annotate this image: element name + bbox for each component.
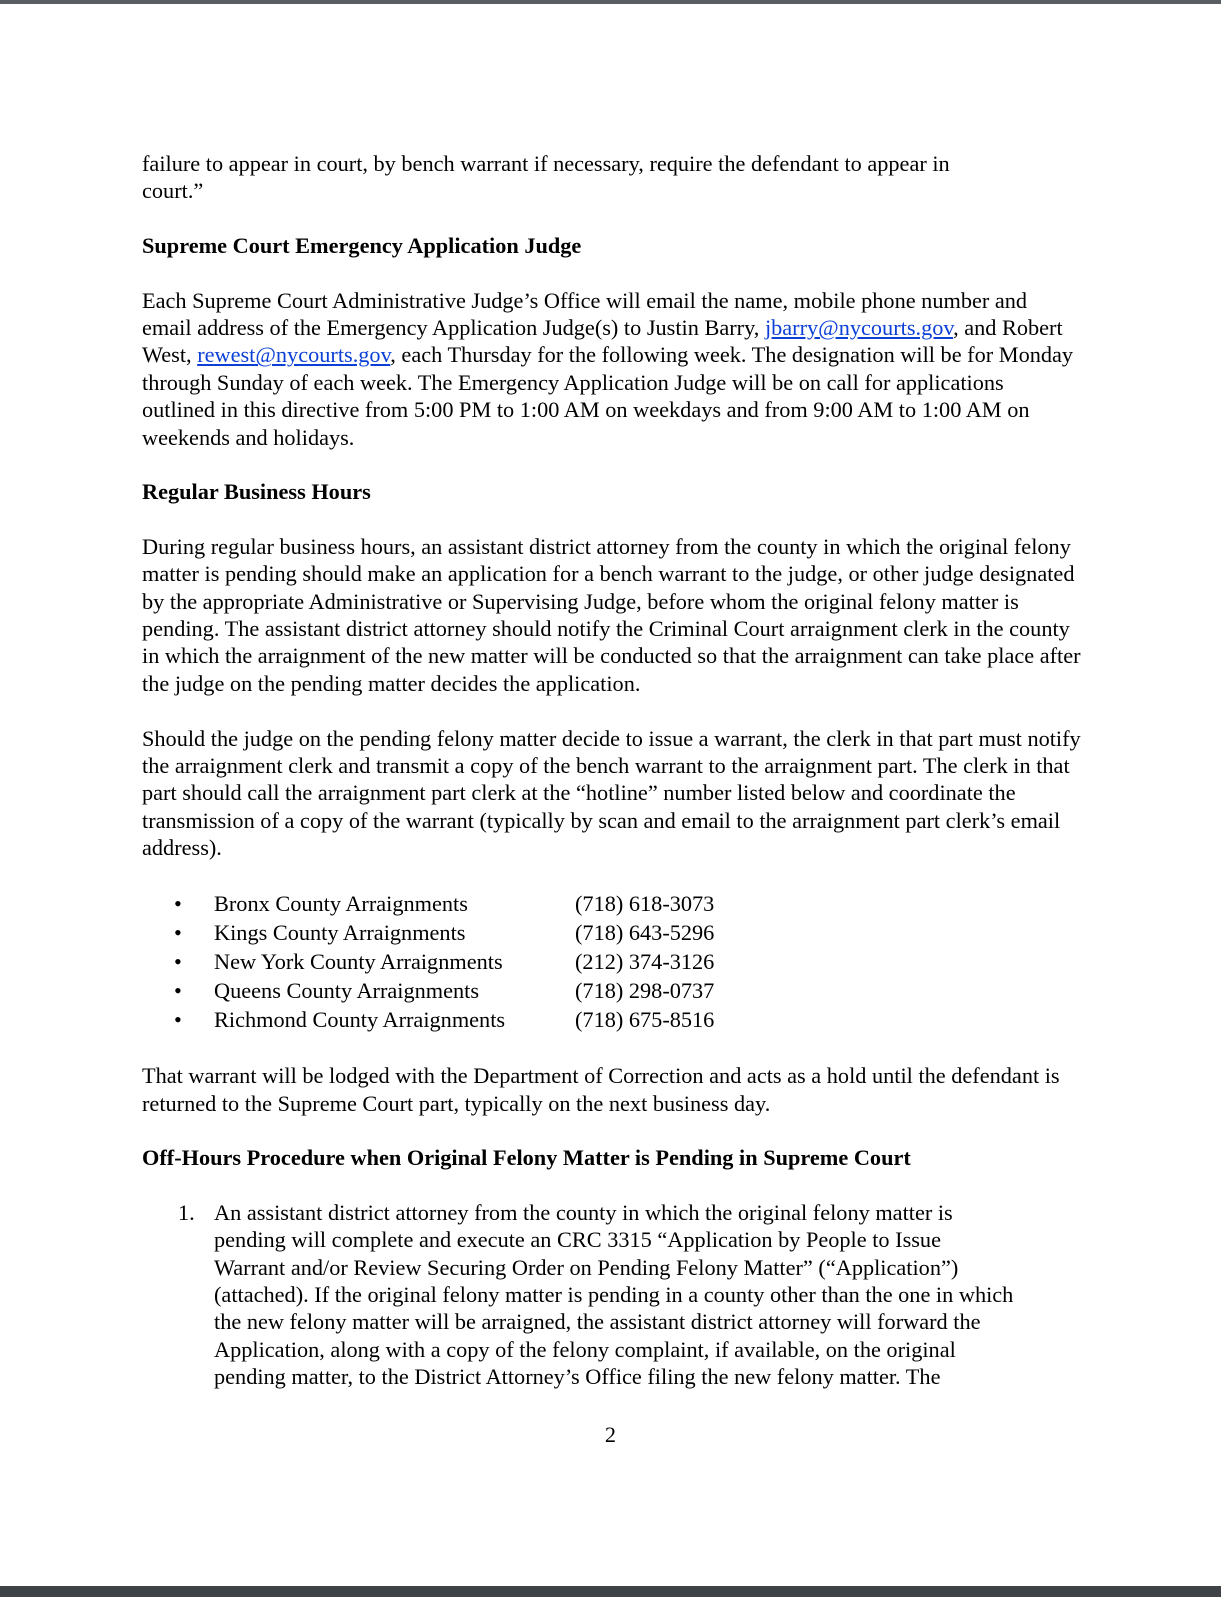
- hotline-item: [142, 947, 1082, 976]
- emergency-text-3: , each Thursday for the following week. The designation will be for Monday through Sunday of each week. The Emergency Application Judge will be on call for applications outlined in this directive from 5:00 PM to 1:00 AM on weekdays and from 9:00 AM to 1:00 AM on weekends and holidays.: [142, 342, 1074, 450]
- step-line: the new felony matter will be arraigned, the assistant district attorney will forward the: [214, 1309, 981, 1335]
- hotline-county: Richmond County Arraignments: [214, 1007, 506, 1033]
- bullet-icon: •: [174, 1007, 182, 1033]
- page-content: [142, 150, 1082, 1391]
- hotline-phone: (718) 675-8516: [575, 1007, 715, 1033]
- off-hours-steps: [142, 1199, 1082, 1391]
- step-item: [142, 1199, 1082, 1391]
- hotline-phone: (212) 374-3126: [575, 949, 715, 975]
- hotline-item: [142, 918, 1082, 947]
- email-link-jbarry[interactable]: jbarry@nycourts.gov: [764, 315, 954, 341]
- bullet-icon: •: [174, 891, 182, 917]
- opening-fragment: [142, 150, 1082, 205]
- hotline-county: Kings County Arraignments: [214, 920, 466, 946]
- hotline-item: [142, 976, 1082, 1005]
- document-page: [0, 4, 1221, 1586]
- email-link-rewest[interactable]: rewest@nycourts.gov: [197, 342, 391, 368]
- heading-emergency-application-judge: Supreme Court Emergency Application Judge: [142, 233, 582, 259]
- hotline-county: New York County Arraignments: [214, 949, 503, 975]
- hotline-list: [142, 889, 1082, 1034]
- step-line: Application, along with a copy of the felony complaint, if available, on the original: [214, 1336, 956, 1362]
- hotline-county: Queens County Arraignments: [214, 978, 480, 1004]
- viewer-bottom-bar: [0, 1586, 1221, 1597]
- step-line: pending will complete and execute an CRC 3315 “Application by People to Issue: [214, 1227, 941, 1253]
- step-number: 1.: [178, 1199, 195, 1225]
- bullet-icon: •: [174, 949, 182, 975]
- opening-line-1: failure to appear in court, by bench warrant if necessary, require the defendant to appear in: [142, 151, 950, 176]
- emergency-text-1: Each Supreme Court Administrative Judge’s Office will email the name, mobile phone number and email address of the Emergency Application Judge(s) to Justin Barry,: [142, 287, 1028, 341]
- heading-regular-business-hours: Regular Business Hours: [142, 479, 371, 505]
- step-line: Warrant and/or Review Securing Order on Pending Felony Matter” (“Application”): [214, 1254, 959, 1280]
- step-line: (attached). If the original felony matter is pending in a county other than the one in which: [214, 1281, 1014, 1307]
- bullet-icon: •: [174, 920, 182, 946]
- hotline-phone: (718) 298-0737: [575, 978, 715, 1004]
- step-line: pending matter, to the District Attorney’s Office filing the new felony matter. The: [214, 1364, 941, 1390]
- regular-hours-paragraph-2: Should the judge on the pending felony matter decide to issue a warrant, the clerk in that part must notify the arraignment clerk and transmit a copy of the bench warrant to the arraignment part. The clerk in that part should call the arraignment part clerk at the “hotline” number listed below and coordinate the transmission of a copy of the warrant (typically by scan and email to the arraignment part clerk’s email address).: [142, 725, 1081, 861]
- page-number: 2: [604, 1422, 617, 1447]
- regular-hours-paragraph-1: During regular business hours, an assistant district attorney from the county in which the original felony matter is pending should make an application for a bench warrant to the judge, or other judge designated by the appropriate Administrative or Supervising Judge, before whom the original felony matter is pending. The assistant district attorney should notify the Criminal Court arraignment clerk in the county in which the arraignment of the new matter will be conducted so that the arraignment can take place after the judge on the pending matter decides the application.: [142, 533, 1081, 696]
- opening-line-2: court.”: [142, 178, 204, 204]
- emergency-text-2: , and Robert West,: [142, 315, 1063, 368]
- hotline-phone: (718) 618-3073: [575, 891, 715, 917]
- hotline-phone: (718) 643-5296: [575, 920, 715, 946]
- hotline-item: [142, 889, 1082, 918]
- bullet-icon: •: [174, 978, 182, 1004]
- emergency-paragraph: [142, 287, 1082, 451]
- step-line: An assistant district attorney from the county in which the original felony matter is: [214, 1199, 953, 1225]
- regular-hours-paragraph-3: That warrant will be lodged with the Department of Correction and acts as a hold until the defendant is returned to the Supreme Court part, typically on the next business day.: [142, 1063, 1060, 1116]
- heading-off-hours-procedure: Off-Hours Procedure when Original Felony Matter is Pending in Supreme Court: [142, 1145, 911, 1171]
- hotline-county: Bronx County Arraignments: [214, 891, 468, 917]
- hotline-item: [142, 1005, 1082, 1034]
